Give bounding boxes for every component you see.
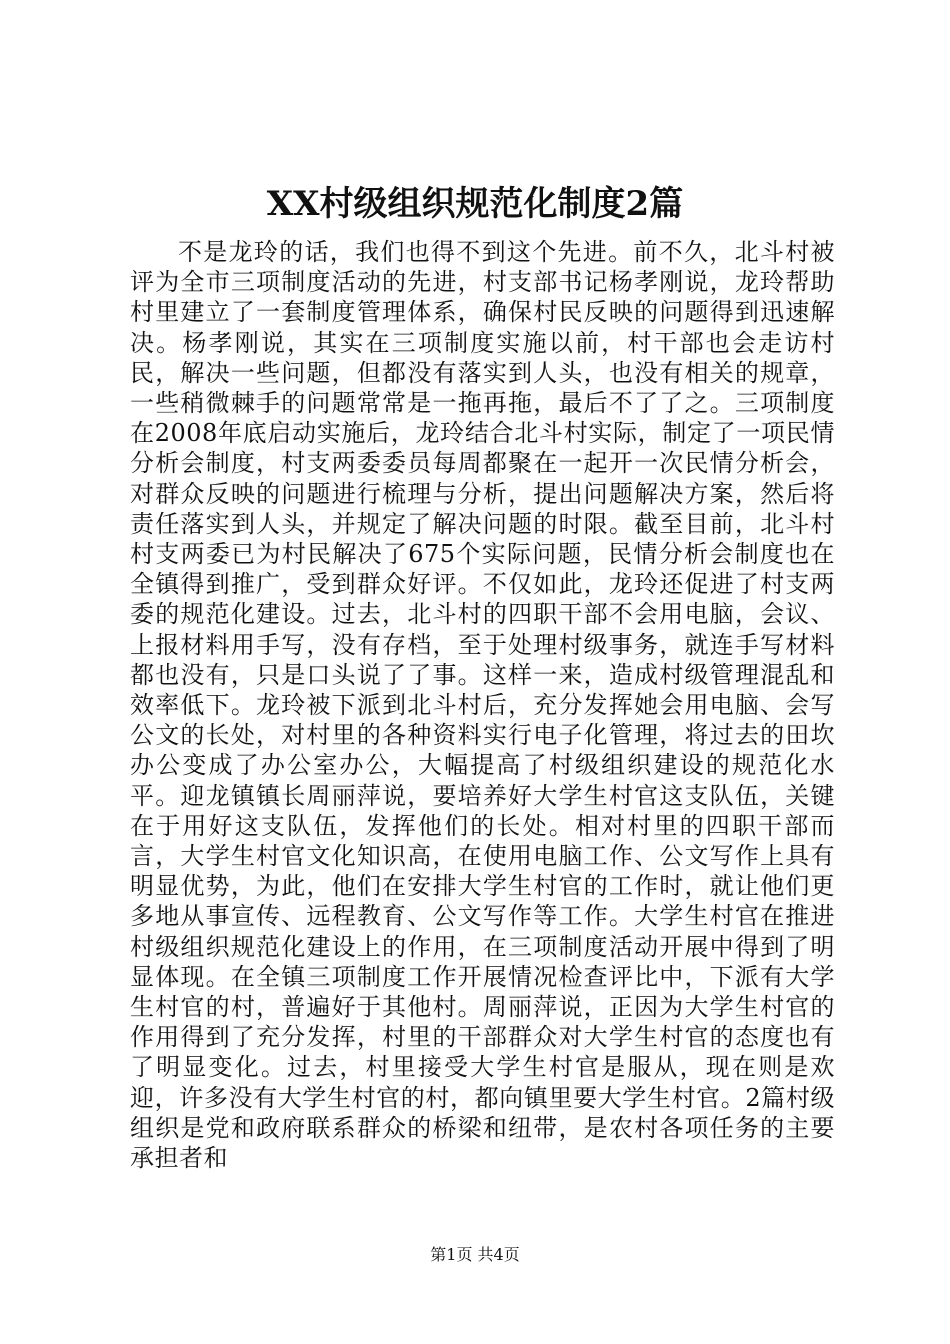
document-title: XX村级组织规范化制度2篇 <box>266 184 684 224</box>
body-paragraph: 不是龙玲的话，我们也得不到这个先进。前不久，北斗村被评为全市三项制度活动的先进，村支部书记杨孝刚说，龙玲帮助村里建立了一套制度管理体系，确保村民反映的问题得到迅速解决。杨孝刚说，其实在三项制度实施以前，村干部也会走访村民，解决一些问题，但都没有落实到人头，也没有相关的规章，一些稍微棘手的问题常常是一拖再拖，最后不了了之。三项制度在2008年底启动实施后，龙玲结合北斗村实际，制定了一项民情分析会制度，村支两委委员每周都聚在一起开一次民情分析会，对群众反映的问题进行梳理与分析，提出问题解决方案，然后将责任落实到人头，并规定了解决问题的时限。截至目前，北斗村村支两委已为村民解决了675个实际问题，民情分析会制度也在全镇得到推广，受到群众好评。不仅如此，龙玲还促进了村支两委的规范化建设。过去，北斗村的四职干部不会用电脑，会议、上报材料用手写，没有存档，至于处理村级事务，就连手写材料都也没有，只是口头说了了事。这样一来，造成村级管理混乱和效率低下。龙玲被下派到北斗村后，充分发挥她会用电脑、会写公文的长处，对村里的各种资料实行电子化管理，将过去的田坎办公变成了办公室办公，大幅提高了村级组织建设的规范化水平。迎龙镇镇长周丽萍说，要培养好大学生村官这支队伍，关键在于用好这支队伍，发挥他们的长处。相对村里的四职干部而言，大学生村官文化知识高，在使用电脑工作、公文写作上具有明显优势，为此，他们在安排大学生村官的工作时，就让他们更多地从事宣传、远程教育、公文写作等工作。大学生村官在推进村级组织规范化建设上的作用，在三项制度活动开展中得到了明显体现。在全镇三项制度工作开展情况检查评比中，下派有大学生村官的村，普遍好于其他村。周丽萍说，正因为大学生村官的作用得到了充分发挥，村里的干部群众对大学生村官的态度也有了明显变化。过去，村里接受大学生村官是服从，现在则是欢迎，许多没有大学生村官的村，都向镇里要大学生村官。2篇村级组织是党和政府联系群众的桥梁和纽带，是农村各项任务的主要承担者和 <box>130 238 835 1173</box>
page-number: 第1页 共4页 <box>430 1245 520 1264</box>
